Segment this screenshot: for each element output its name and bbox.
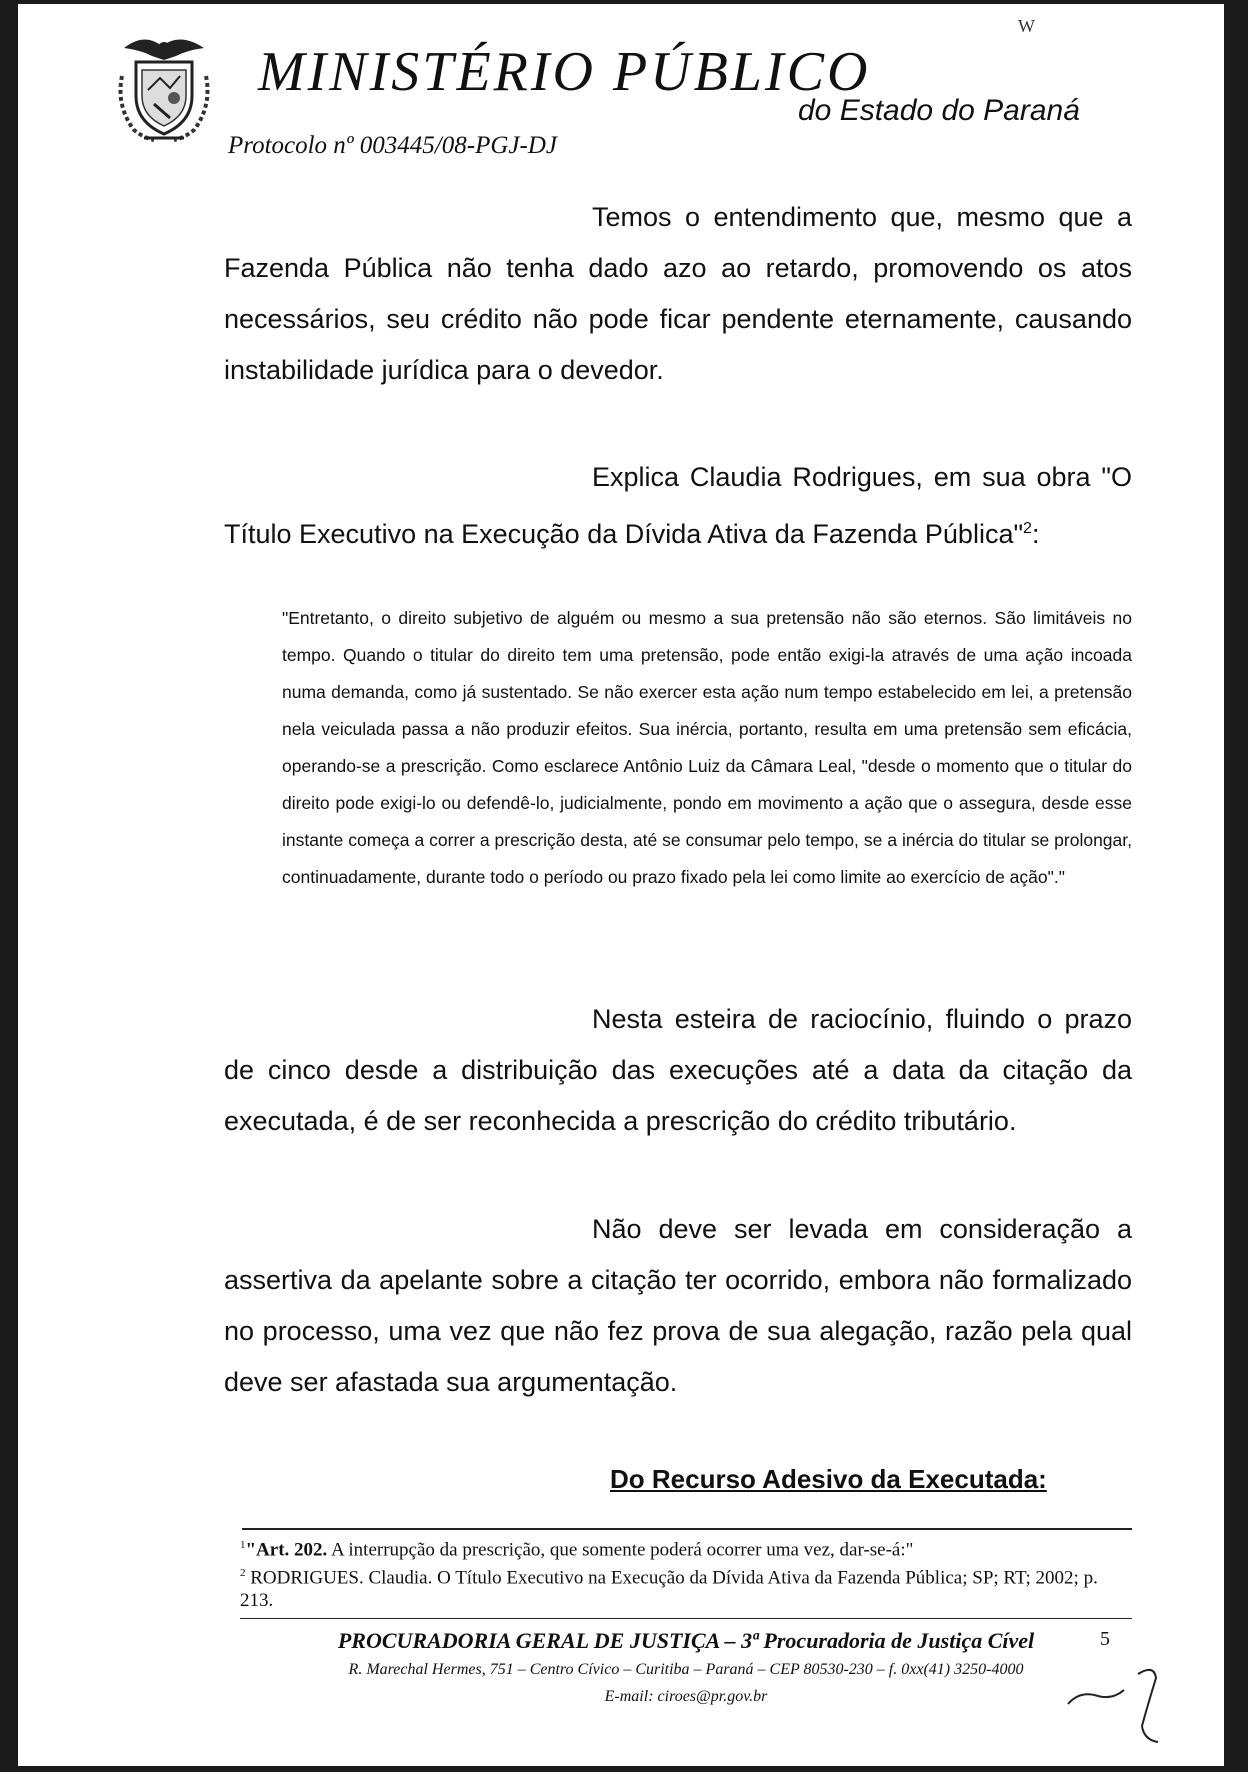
paragraph-2 <box>224 452 1132 560</box>
footnote-divider <box>242 1528 1132 1530</box>
footer-divider <box>240 1618 1132 1619</box>
paragraph-2-text: Explica Claudia Rodrigues, em sua obra "O Título Executivo na Execução da Dívida Ativa da Fazenda Pública" <box>224 462 1132 549</box>
handwritten-mark: W <box>1018 16 1035 36</box>
section-heading: Do Recurso Adesivo da Executada: <box>610 1464 1047 1494</box>
protocol-number: Protocolo nº 003445/08-PGJ-DJ <box>228 132 557 159</box>
header-subtitle: do Estado do Paraná <box>798 94 1080 127</box>
footnote-1: $^1$"Art. 202. A interrupção da prescrição, que somente poderá ocorrer uma vez, dar-se-á:" <box>240 1539 914 1561</box>
footnote-2: $^2$ RODRIGUES. Claudia. O Título Executivo na Execução da Dívida Ativa da Fazenda Pública; SP; RT; 2002; p. 213. <box>240 1567 1098 1611</box>
footnote-ref-2: 2 <box>1023 520 1032 537</box>
paragraph-4: Não deve ser levada em consideração a assertiva da apelante sobre a citação ter ocorrido, embora não formalizado no processo, uma vez que não fez prova de sua alegação, razão pela qual deve ser afastada sua argumentação. <box>224 1214 1132 1397</box>
footer-address: R. Marechal Hermes, 751 – Centro Cívico – Curitiba – Paraná – CEP 80530-230 – f. 0xx(41) 3250-4000 <box>348 1661 1024 1678</box>
page-number: 5 <box>1100 1628 1110 1650</box>
handwritten-initials-icon <box>1058 1644 1178 1754</box>
footer-email: E-mail: ciroes@pr.gov.br <box>604 1688 768 1705</box>
parana-coat-of-arms-icon <box>104 26 224 146</box>
paragraph-1: Temos o entendimento que, mesmo que a Fazenda Pública não tenha dado azo ao retardo, promovendo os atos necessários, seu crédito não pode ficar pendente eternamente, causando instabilidade jurídica para o devedor. <box>224 202 1132 385</box>
header-title: MINISTÉRIO PÚBLICO <box>258 41 871 103</box>
footer-institution: PROCURADORIA GERAL DE JUSTIÇA – 3ª Procuradoria de Justiça Cível <box>337 1628 1035 1653</box>
footnotes <box>240 1534 1132 1613</box>
document-page <box>18 4 1224 1766</box>
block-quote: "Entretanto, o direito subjetivo de alguém ou mesmo a sua pretensão não são eternos. São limitáveis no tempo. Quando o titular do direito tem uma pretensão, pode então exigi-la através de uma ação incoada numa demanda, como já sustentado. Se não exercer esta ação num tempo estabelecido em lei, a pretensão nela veiculada passa a não produzir efeitos. Sua inércia, portanto, resulta em uma pretensão sem eficácia, operando-se a prescrição. Como esclarece Antônio Luiz da Câmara Leal, "desde o momento que o titular do direito pode exigi-lo ou defendê-lo, judicialmente, pondo em movimento a ação que o assegura, desde esse instante começa a correr a prescrição desta, até se consumar pelo tempo, se a inércia do titular se prolongar, continuadamente, durante todo o período ou prazo fixado pela lei como limite ao exercício de ação"." <box>282 608 1132 887</box>
paragraph-2-colon: : <box>1031 519 1040 549</box>
footer <box>240 1626 1132 1710</box>
paragraph-3: Nesta esteira de raciocínio, fluindo o prazo de cinco desde a distribuição das execuções até a data da citação da executada, é de ser reconhecida a prescrição do crédito tributário. <box>224 1004 1132 1136</box>
